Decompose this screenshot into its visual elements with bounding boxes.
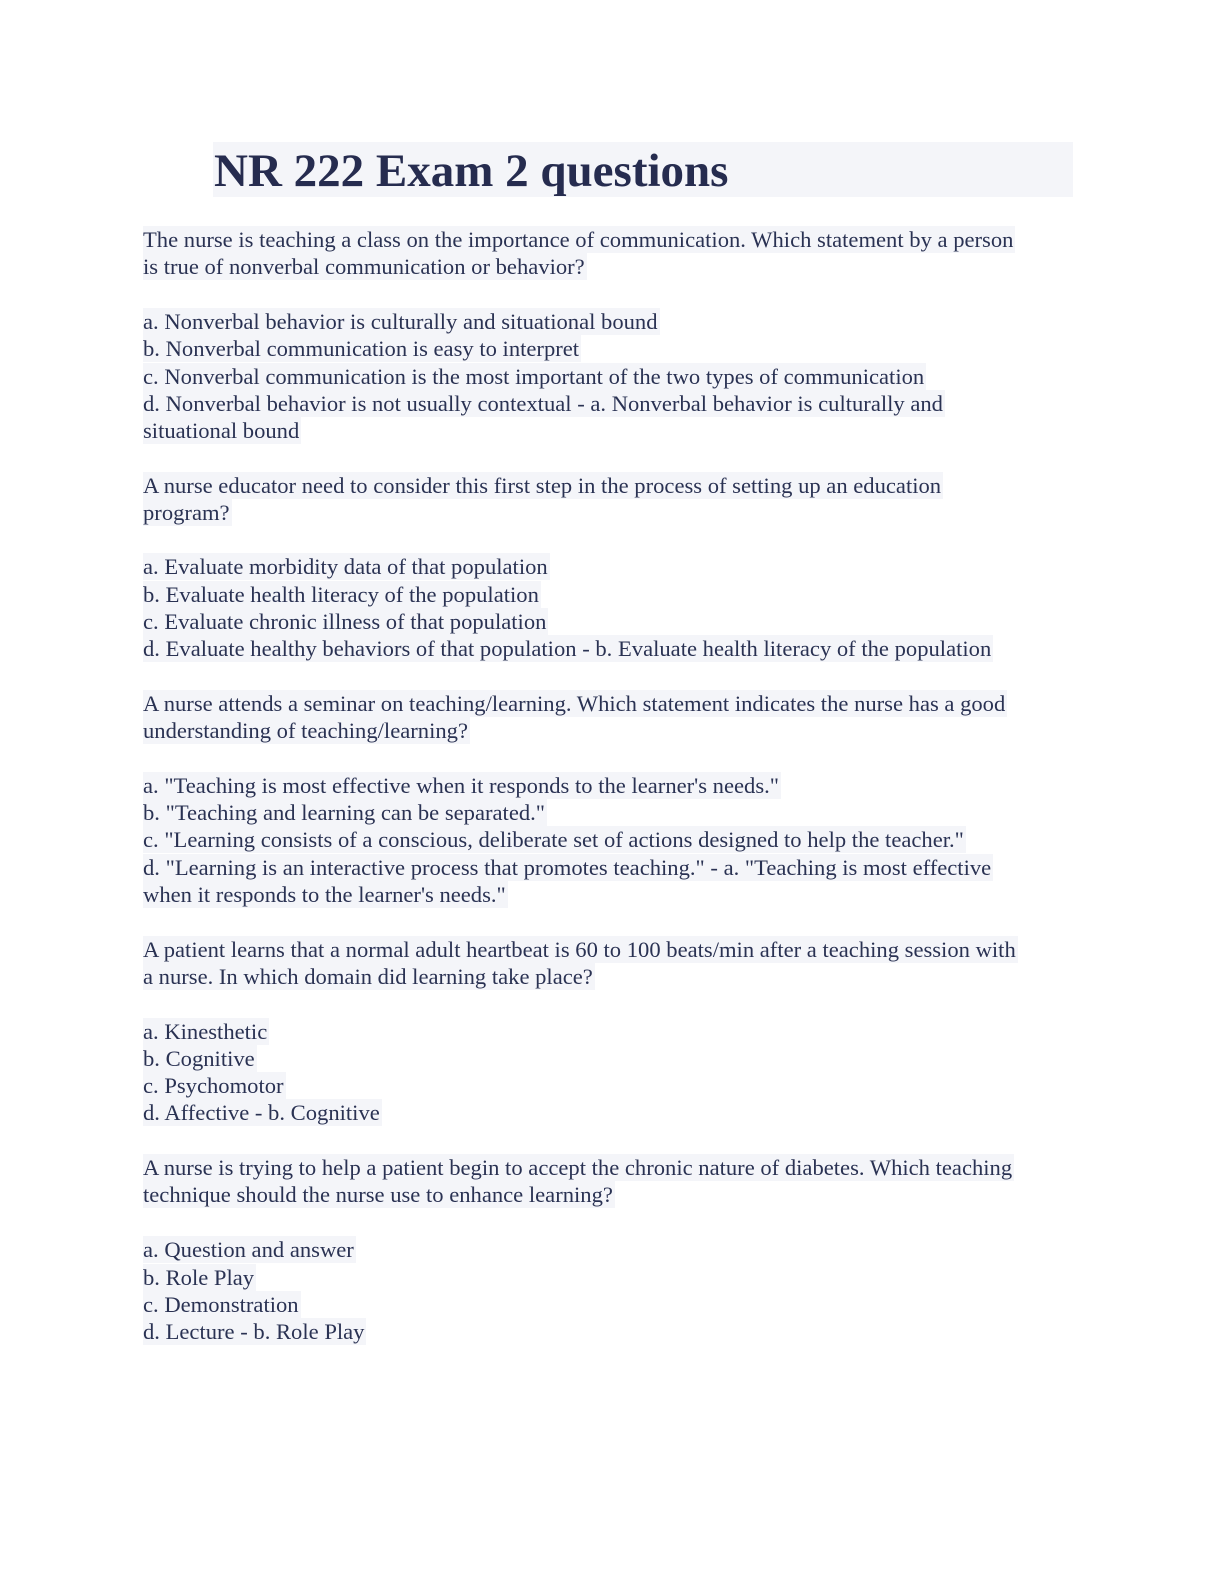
question-5-option-a: a. Question and answer	[143, 1237, 354, 1262]
question-3-prompt-line-2: understanding of teaching/learning?	[143, 718, 468, 743]
question-1-option-d: d. Nonverbal behavior is not usually contextual - a. Nonverbal behavior is culturally and	[143, 391, 943, 416]
question-5-option-c: c. Demonstration	[143, 1292, 299, 1317]
question-3-option-d-continued: when it responds to the learner's needs."	[143, 882, 506, 907]
question-4-option-a: a. Kinesthetic	[143, 1019, 268, 1044]
question-1-prompt-line-2: is true of nonverbal communication or behavior?	[143, 254, 585, 279]
question-2-option-a: a. Evaluate morbidity data of that population	[143, 554, 548, 579]
question-3-option-b: b. "Teaching and learning can be separated."	[143, 800, 546, 825]
question-4-option-b: b. Cognitive	[143, 1046, 255, 1071]
question-4-option-c: c. Psychomotor	[143, 1073, 284, 1098]
question-5-prompt-line-2: technique should the nurse use to enhance learning?	[143, 1182, 613, 1207]
question-2-prompt-line-2: program?	[143, 500, 230, 525]
question-5-prompt-line-1: A nurse is trying to help a patient begin to accept the chronic nature of diabetes. Which teaching	[143, 1155, 1013, 1180]
question-1-option-c: c. Nonverbal communication is the most important of the two types of communication	[143, 364, 925, 389]
question-2-option-c: c. Evaluate chronic illness of that population	[143, 609, 547, 634]
question-5-option-b: b. Role Play	[143, 1265, 255, 1290]
question-1-option-a: a. Nonverbal behavior is culturally and situational bound	[143, 309, 658, 334]
document-title: NR 222 Exam 2 questions	[214, 145, 729, 197]
question-4-prompt-line-1: A patient learns that a normal adult heartbeat is 60 to 100 beats/min after a teaching session with	[143, 937, 1016, 962]
question-2-option-b: b. Evaluate health literacy of the population	[143, 582, 539, 607]
question-1-prompt-line-1: The nurse is teaching a class on the importance of communication. Which statement by a person	[143, 227, 1014, 252]
question-2-option-d: d. Evaluate healthy behaviors of that population - b. Evaluate health literacy of the population	[143, 636, 992, 661]
question-1-option-b: b. Nonverbal communication is easy to interpret	[143, 336, 580, 361]
question-2-prompt-line-1: A nurse educator need to consider this first step in the process of setting up an education	[143, 473, 942, 498]
question-3-option-d: d. "Learning is an interactive process that promotes teaching." - a. "Teaching is most effective	[143, 855, 992, 880]
question-4-prompt-line-2: a nurse. In which domain did learning take place?	[143, 964, 593, 989]
question-3-prompt-line-1: A nurse attends a seminar on teaching/learning. Which statement indicates the nurse has a good	[143, 691, 1006, 716]
question-4-option-d: d. Affective - b. Cognitive	[143, 1100, 380, 1125]
question-1-option-d-continued: situational bound	[143, 418, 300, 443]
question-5-option-d: d. Lecture - b. Role Play	[143, 1319, 365, 1344]
question-3-option-a: a. "Teaching is most effective when it responds to the learner's needs."	[143, 773, 780, 798]
question-3-option-c: c. "Learning consists of a conscious, deliberate set of actions designed to help the teacher."	[143, 827, 964, 852]
